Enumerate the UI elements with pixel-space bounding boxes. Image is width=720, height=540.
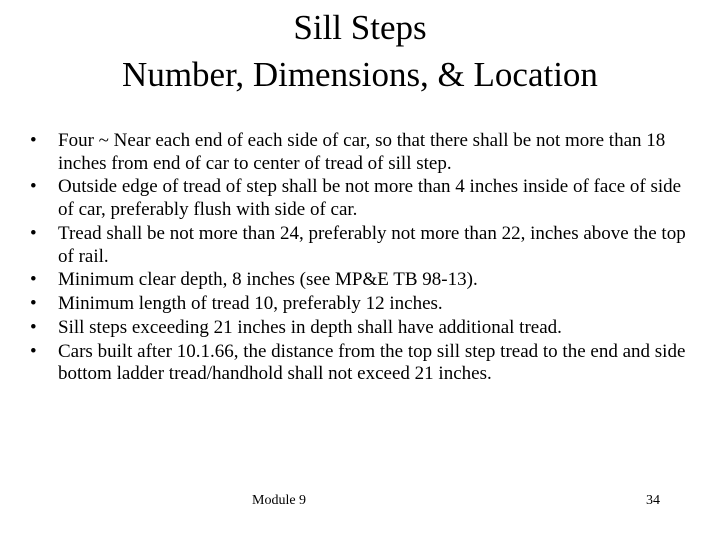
- bullet-dot: •: [30, 222, 37, 244]
- bullet-text: Minimum clear depth, 8 inches (see MP&E TB 98-13).: [58, 269, 478, 291]
- bullet-text: Minimum length of tread 10, preferably 12 inches.: [58, 293, 443, 315]
- bullet-item: [28, 293, 698, 316]
- bullet-text: Outside edge of tread of step shall be not more than 4 inches inside of face of side of car, preferably flush with side of car.: [58, 176, 682, 221]
- bullet-dot: •: [30, 176, 37, 198]
- title-line-2: Number, Dimensions, & Location: [122, 55, 598, 94]
- slide-title: [0, 4, 720, 98]
- footer-module-label: Module 9: [252, 493, 307, 508]
- bullet-text: Sill steps exceeding 21 inches in depth shall have additional tread.: [58, 316, 562, 338]
- bullet-item: [28, 130, 698, 176]
- bullet-dot: •: [30, 269, 37, 291]
- title-line-1: Sill Steps: [293, 8, 427, 47]
- bullet-item: [28, 176, 698, 222]
- bullet-dot: •: [30, 316, 37, 338]
- bullet-text: Tread shall be not more than 24, preferably not more than 22, inches above the top of rail.: [58, 222, 686, 267]
- bullet-list: [28, 130, 698, 387]
- bullet-item: [28, 223, 698, 269]
- bullet-text: Cars built after 10.1.66, the distance from the top sill step tread to the end and side bottom ladder tread/handhold shall not exceed 21 inches.: [58, 340, 686, 385]
- bullet-dot: •: [30, 340, 37, 362]
- bullet-item: [28, 341, 698, 387]
- bullet-dot: •: [30, 130, 37, 151]
- bullet-dot: •: [30, 293, 37, 315]
- bullet-text: Four ~ Near each end of each side of car, so that there shall be not more than 18 inches from end of car to center of tread of sill step.: [58, 130, 666, 174]
- bullet-item: [28, 269, 698, 292]
- footer-page-number: 34: [646, 493, 660, 508]
- bullet-item: [28, 317, 698, 340]
